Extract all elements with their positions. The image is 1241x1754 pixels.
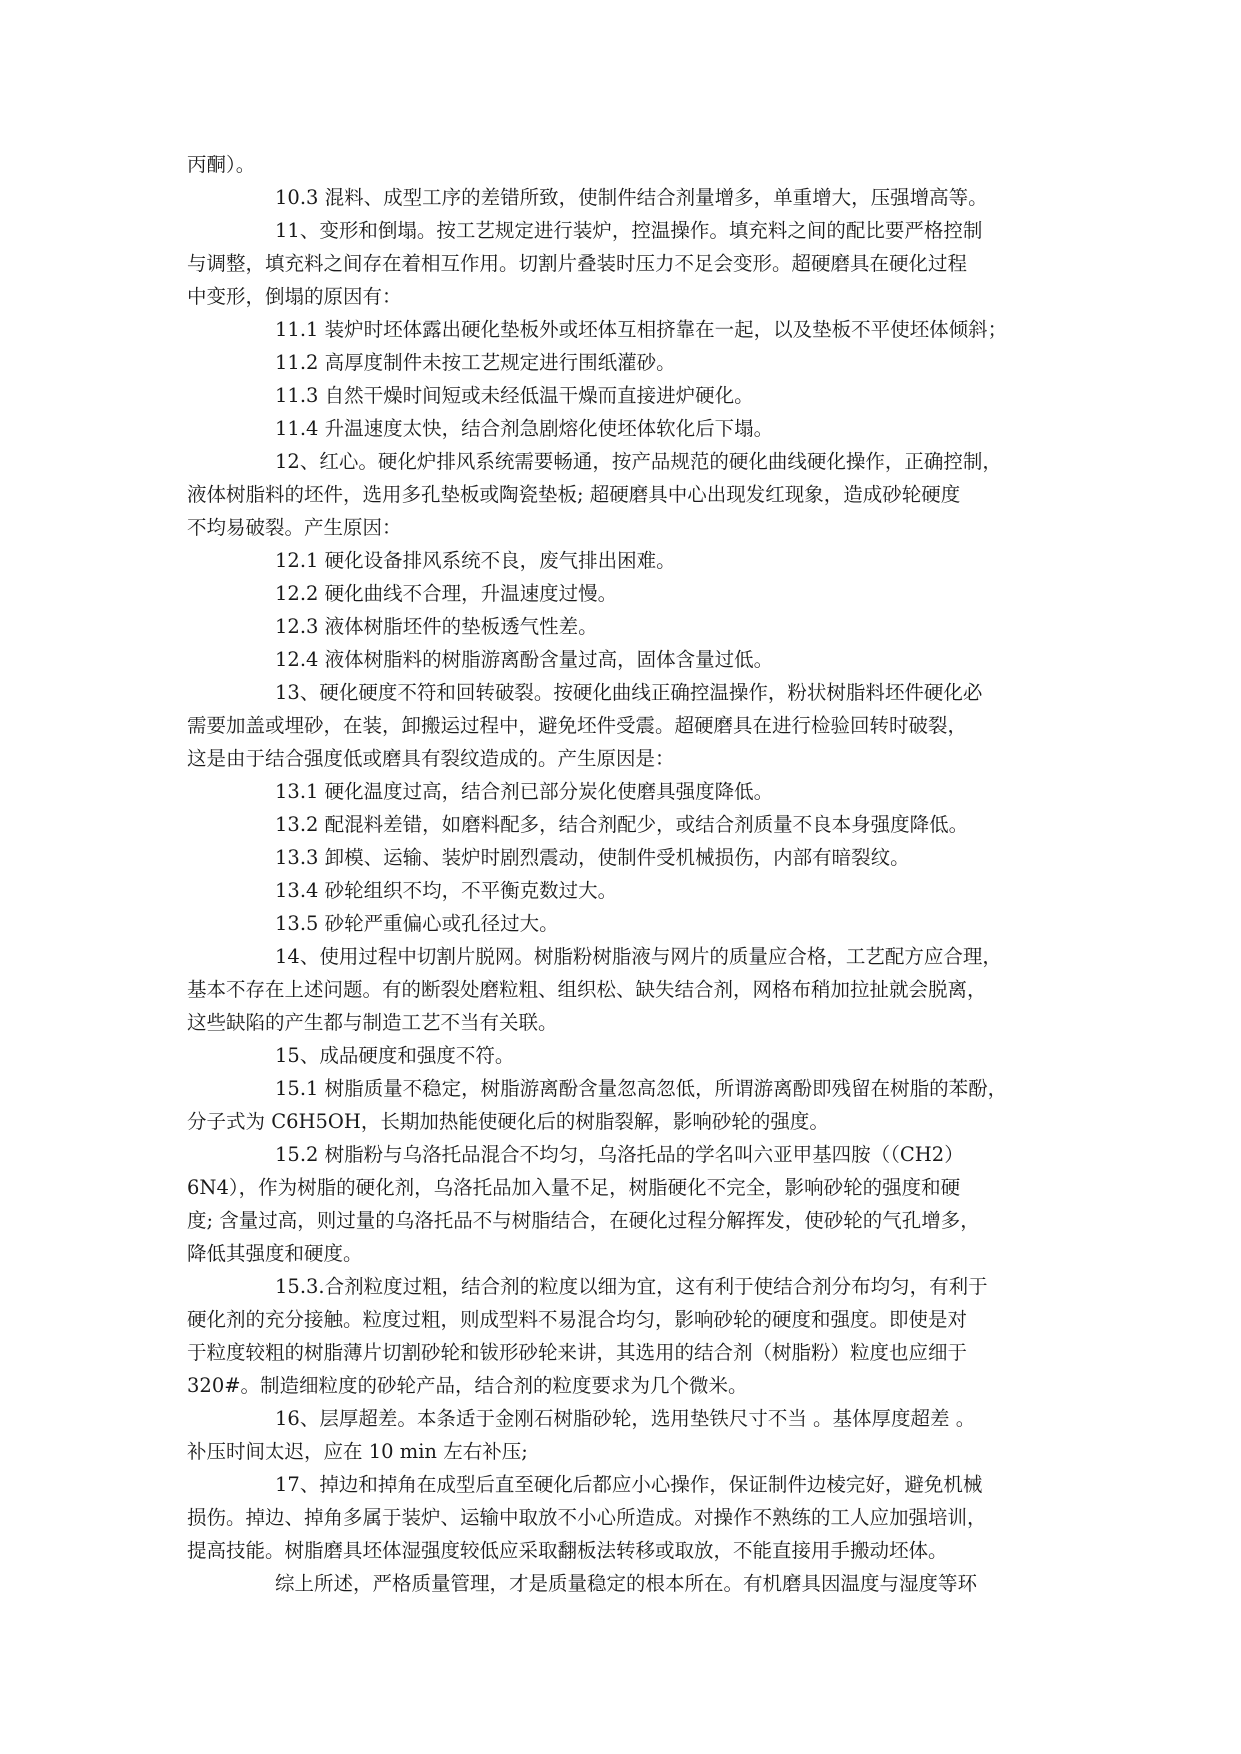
text-line: 15.3.合剂粒度过粗，结合剂的粒度以细为宜，这有利于使结合剂分布均匀，有利于 — [275, 1275, 988, 1298]
text-line: 于粒度较粗的树脂薄片切割砂轮和钹形砂轮来讲，其选用的结合剂（树脂粉）粒度也应细于 — [187, 1341, 968, 1364]
text-line: 17、掉边和掉角在成型后直至硬化后都应小心操作，保证制件边棱完好，避免机械 — [275, 1473, 983, 1496]
text-line: 13.3 卸模、运输、装炉时剧烈震动，使制件受机械损伤，内部有暗裂纹。 — [275, 846, 910, 869]
text-line: 12、红心。硬化炉排风系统需要畅通，按产品规范的硬化曲线硬化操作，正确控制， — [275, 450, 1002, 473]
text-line: 中变形，倒塌的原因有： — [187, 285, 402, 308]
text-line: 12.3 液体树脂坯件的垫板透气性差。 — [275, 615, 598, 638]
text-line: 14、使用过程中切割片脱网。树脂粉树脂液与网片的质量应合格，工艺配方应合理， — [275, 945, 1002, 968]
text-line: 13、硬化硬度不符和回转破裂。按硬化曲线正确控温操作，粉状树脂料坯件硬化必 — [275, 681, 983, 704]
text-line: 12.4 液体树脂料的树脂游离酚含量过高，固体含量过低。 — [275, 648, 774, 671]
text-line: 15.1 树脂质量不稳定，树脂游离酚含量忽高忽低，所谓游离酚即残留在树脂的苯酚， — [275, 1077, 1008, 1100]
text-line: 分子式为 C6H5OH，长期加热能使硬化后的树脂裂解，影响砂轮的强度。 — [187, 1110, 829, 1133]
text-line: 11.2 高厚度制件未按工艺规定进行围纸灌砂。 — [275, 351, 676, 374]
text-line: 综上所述，严格质量管理，才是质量稳定的根本所在。有机磨具因温度与湿度等环 — [275, 1572, 978, 1595]
text-line: 提高技能。树脂磨具坯体湿强度较低应采取翻板法转移或取放，不能直接用手搬动坯体。 — [187, 1539, 948, 1562]
text-line: 6N4），作为树脂的硬化剂，乌洛托品加入量不足，树脂硬化不完全，影响砂轮的强度和硬 — [187, 1176, 961, 1199]
text-line: 损伤。掉边、掉角多属于装炉、运输中取放不小心所造成。对操作不熟练的工人应加强培训， — [187, 1506, 987, 1529]
text-line: 15.2 树脂粉与乌洛托品混合不均匀，乌洛托品的学名叫六亚甲基四胺（（CH2） — [275, 1143, 964, 1166]
text-line: 13.5 砂轮严重偏心或孔径过大。 — [275, 912, 559, 935]
document-body — [187, 148, 1072, 1600]
text-line: 15、成品硬度和强度不符。 — [275, 1044, 515, 1067]
text-line: 16、层厚超差。本条适于金刚石树脂砂轮，选用垫铁尺寸不当 。基体厚度超差 。 — [275, 1407, 976, 1430]
text-line: 11、变形和倒塌。按工艺规定进行装炉，控温操作。填充料之间的配比要严格控制 — [275, 219, 983, 242]
text-line: 11.3 自然干燥时间短或未经低温干燥而直接进炉硬化。 — [275, 384, 754, 407]
text-line: 需要加盖或埋砂，在装，卸搬运过程中，避免坯件受震。超硬磨具在进行检验回转时破裂， — [187, 714, 968, 737]
text-line: 13.1 硬化温度过高，结合剂已部分炭化使磨具强度降低。 — [275, 780, 774, 803]
text-line: 降低其强度和硬度。 — [187, 1242, 363, 1265]
text-line: 这些缺陷的产生都与制造工艺不当有关联。 — [187, 1011, 558, 1034]
text-line: 基本不存在上述问题。有的断裂处磨粒粗、组织松、缺失结合剂，网格布稍加拉扯就会脱离， — [187, 978, 987, 1001]
text-line: 与调整，填充料之间存在着相互作用。切割片叠装时压力不足会变形。超硬磨具在硬化过程 — [187, 252, 968, 275]
text-line: 硬化剂的充分接触。粒度过粗，则成型料不易混合均匀，影响砂轮的硬度和强度。即使是对 — [187, 1308, 968, 1331]
text-line: 丙酮）。 — [187, 153, 256, 176]
text-line: 10.3 混料、成型工序的差错所致，使制件结合剂量增多，单重增大，压强增高等。 — [275, 186, 988, 209]
text-line: 320#。制造细粒度的砂轮产品，结合剂的粒度要求为几个微米。 — [187, 1374, 748, 1397]
text-line: 12.2 硬化曲线不合理，升温速度过慢。 — [275, 582, 618, 605]
text-line: 液体树脂料的坯件，选用多孔垫板或陶瓷垫板; 超硬磨具中心出现发红现象，造成砂轮硬度 — [187, 483, 961, 506]
text-line: 12.1 硬化设备排风系统不良，废气排出困难。 — [275, 549, 676, 572]
text-line: 13.4 砂轮组织不均，不平衡克数过大。 — [275, 879, 618, 902]
text-line: 11.4 升温速度太快，结合剂急剧熔化使坯体软化后下塌。 — [275, 417, 774, 440]
text-line: 度; 含量过高，则过量的乌洛托品不与树脂结合，在硬化过程分解挥发，使砂轮的气孔增多， — [187, 1209, 980, 1232]
text-line: 这是由于结合强度低或磨具有裂纹造成的。产生原因是： — [187, 747, 675, 770]
text-line: 补压时间太迟，应在 10 min 左右补压; — [187, 1440, 528, 1463]
text-line: 不均易破裂。产生原因： — [187, 516, 402, 539]
text-line: 11.1 装炉时坯体露出硬化垫板外或坯体互相挤靠在一起，以及垫板不平使坯体倾斜； — [275, 318, 1008, 341]
text-line: 13.2 配混料差错，如磨料配多，结合剂配少，或结合剂质量不良本身强度降低。 — [275, 813, 969, 836]
